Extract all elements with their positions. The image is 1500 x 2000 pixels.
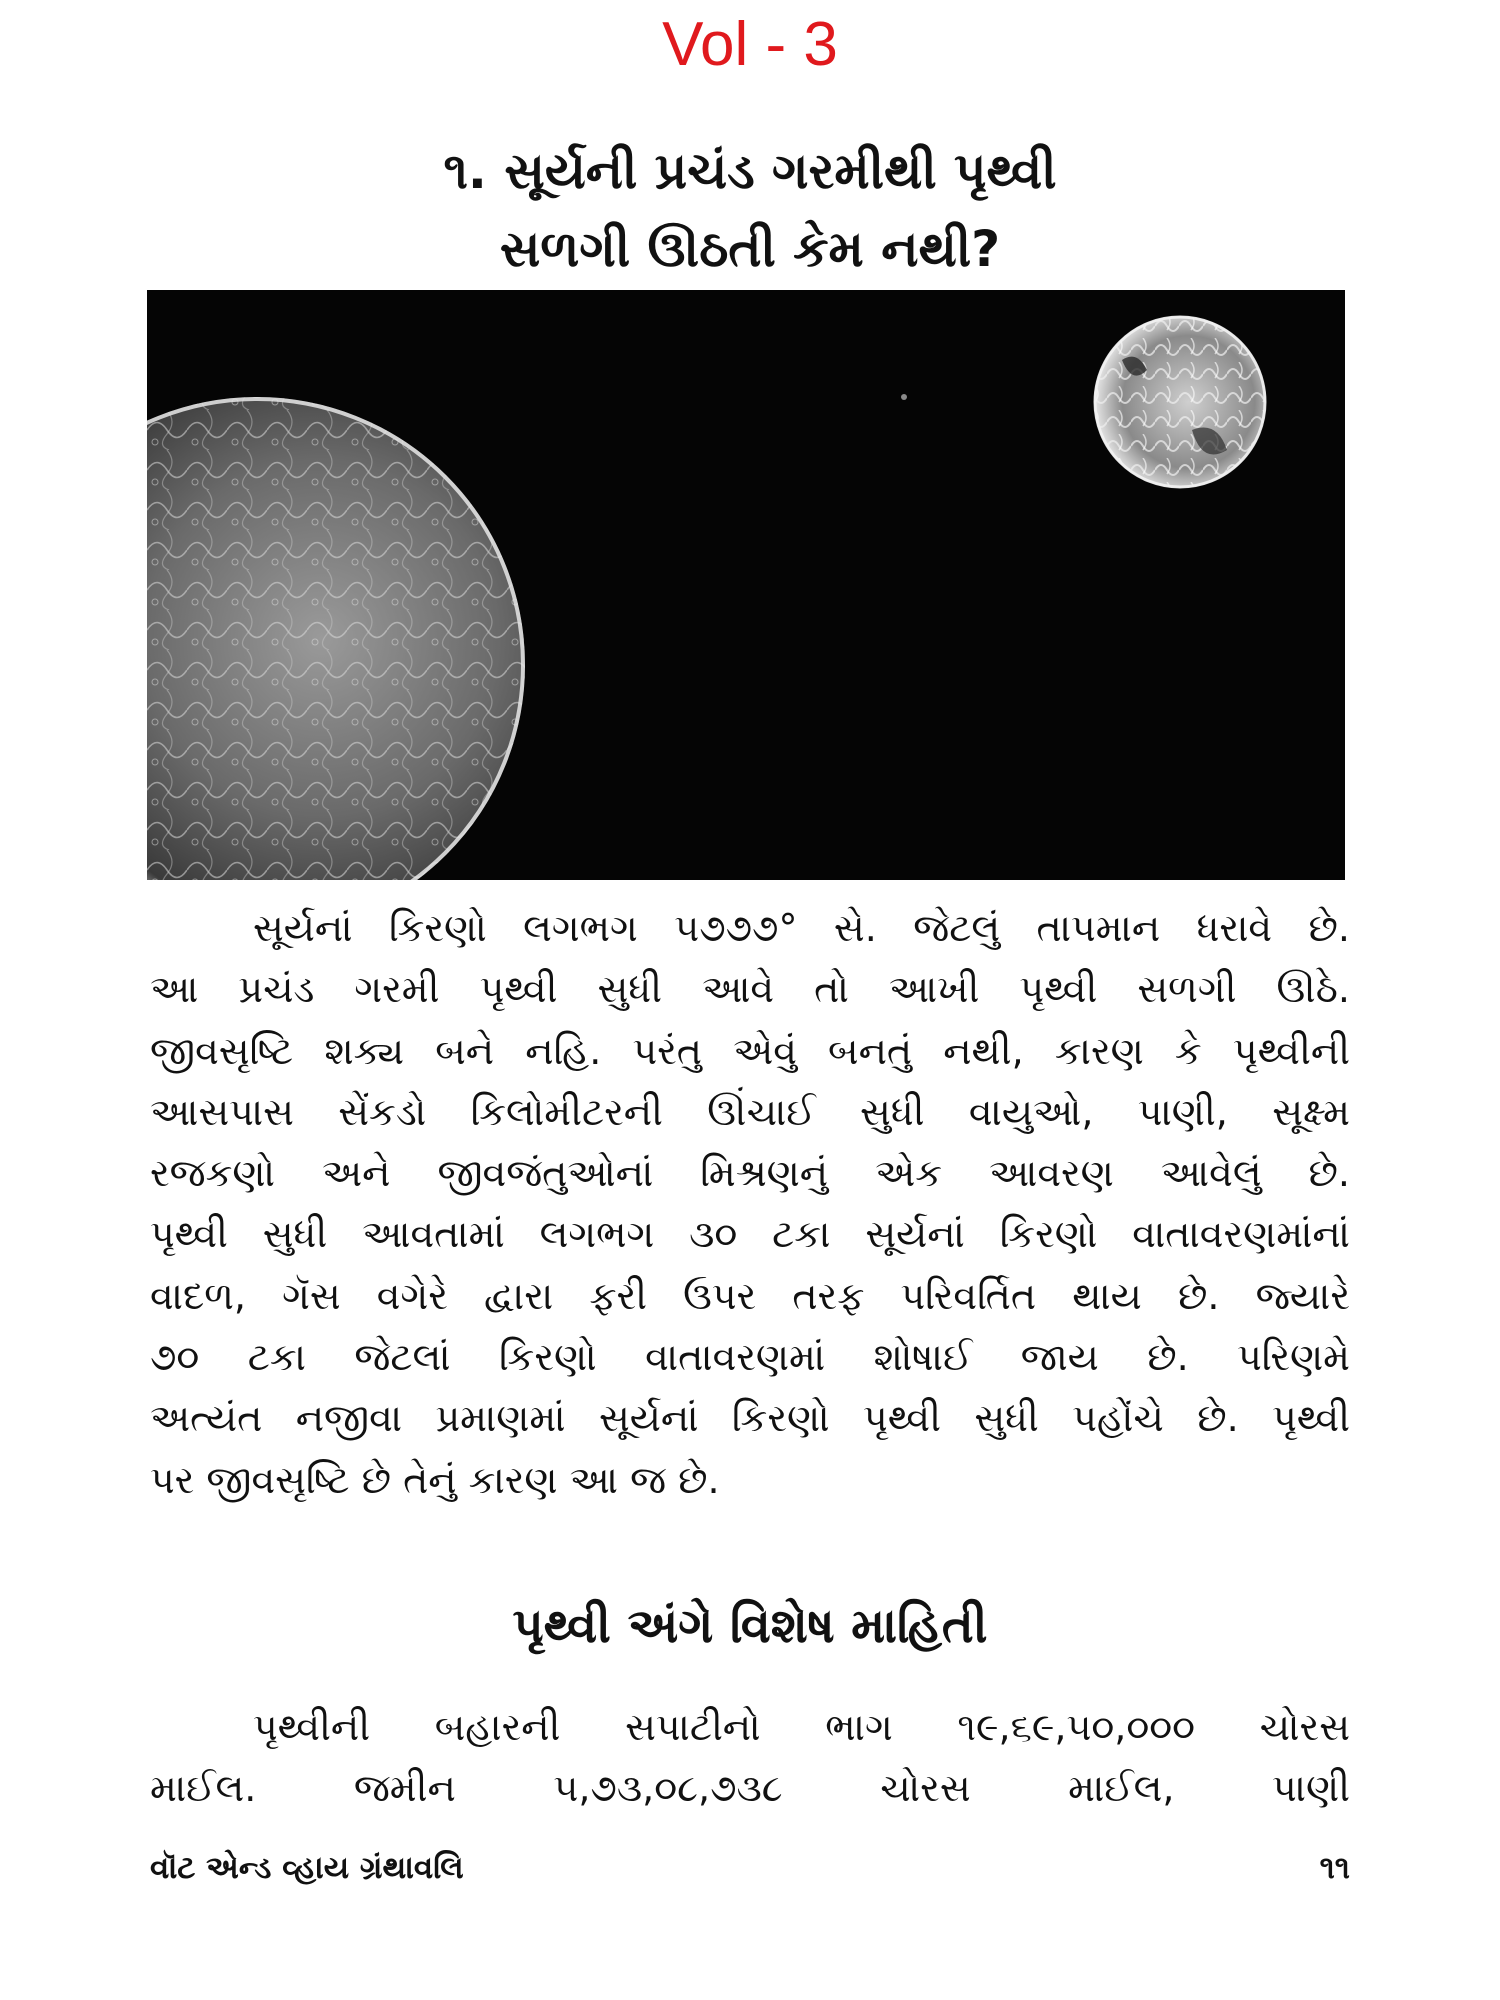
paragraph-1 <box>150 898 1350 1511</box>
paragraph-1-line: વાદળ, ગૅસ વગેરે દ્વારા ફરી ઉપર તરફ પરિવર્તિત થાય છે. જ્યારે <box>150 1273 1350 1318</box>
space-illustration <box>147 290 1345 880</box>
chapter-title-line-1: ૧. સૂર્યની પ્રચંડ ગરમીથી પૃથ્વી <box>443 142 1057 200</box>
paragraph-2 <box>150 1697 1350 1820</box>
distant-star <box>901 394 907 400</box>
paragraph-1-line: પર જીવસૃષ્ટિ છે તેનું કારણ આ જ છે. <box>150 1457 720 1502</box>
paragraph-2-line: માઈલ. જમીન ૫,૭૩,૦૮,૭૩૮ ચોરસ માઈલ, પાણી <box>150 1766 1350 1811</box>
paragraph-1-line: સૂર્યનાં કિરણો લગભગ ૫૭૭૭° સે. જેટલું તાપમાન ધરાવે છે. <box>253 906 1350 950</box>
paragraph-1-line: ૭૦ ટકા જેટલાં કિરણો વાતાવરણમાં શોષાઈ જાય છે. પરિણમે <box>150 1335 1350 1380</box>
paragraph-1-line: રજકણો અને જીવજંતુઓનાં મિશ્રણનું એક આવરણ આવેલું છે. <box>150 1151 1350 1196</box>
footer-series-name: વૉટ એન્ડ વ્હાય ગ્રંથાવલિ <box>150 1850 464 1886</box>
section-heading: પૃથ્વી અંગે વિશેષ માહિતી <box>512 1598 988 1654</box>
small-planet <box>1094 316 1266 488</box>
paragraph-1-line: પૃથ્વી સુધી આવતામાં લગભગ ૩૦ ટકા સૂર્યનાં કિરણો વાતાવરણમાંનાં <box>150 1212 1350 1257</box>
volume-label: Vol - 3 <box>662 10 838 79</box>
footer-page-number: ૧૧ <box>1319 1850 1350 1886</box>
paragraph-2-line: પૃથ્વીની બહારની સપાટીનો ભાગ ૧૯,૬૯,૫૦,૦૦૦ ચોરસ <box>253 1705 1350 1749</box>
space-illustration-svg <box>147 290 1345 880</box>
paragraph-1-line: આસપાસ સેંકડો કિલોમીટરની ઊંચાઈ સુધી વાયુઓ, પાણી, સૂક્ષ્મ <box>150 1089 1350 1134</box>
paragraph-1-line: જીવસૃષ્ટિ શક્ય બને નહિ. પરંતુ એવું બનતું નથી, કારણ કે પૃથ્વીની <box>150 1028 1350 1073</box>
chapter-title <box>0 132 1500 288</box>
paragraph-1-line: અત્યંત નજીવા પ્રમાણમાં સૂર્યનાં કિરણો પૃથ્વી સુધી પહોંચે છે. પૃથ્વી <box>150 1396 1350 1441</box>
paragraph-1-line: આ પ્રચંડ ગરમી પૃથ્વી સુધી આવે તો આખી પૃથ્વી સળગી ઊઠે. <box>150 967 1350 1012</box>
chapter-title-line-2: સળગી ઊઠતી કેમ નથી? <box>499 220 1001 278</box>
